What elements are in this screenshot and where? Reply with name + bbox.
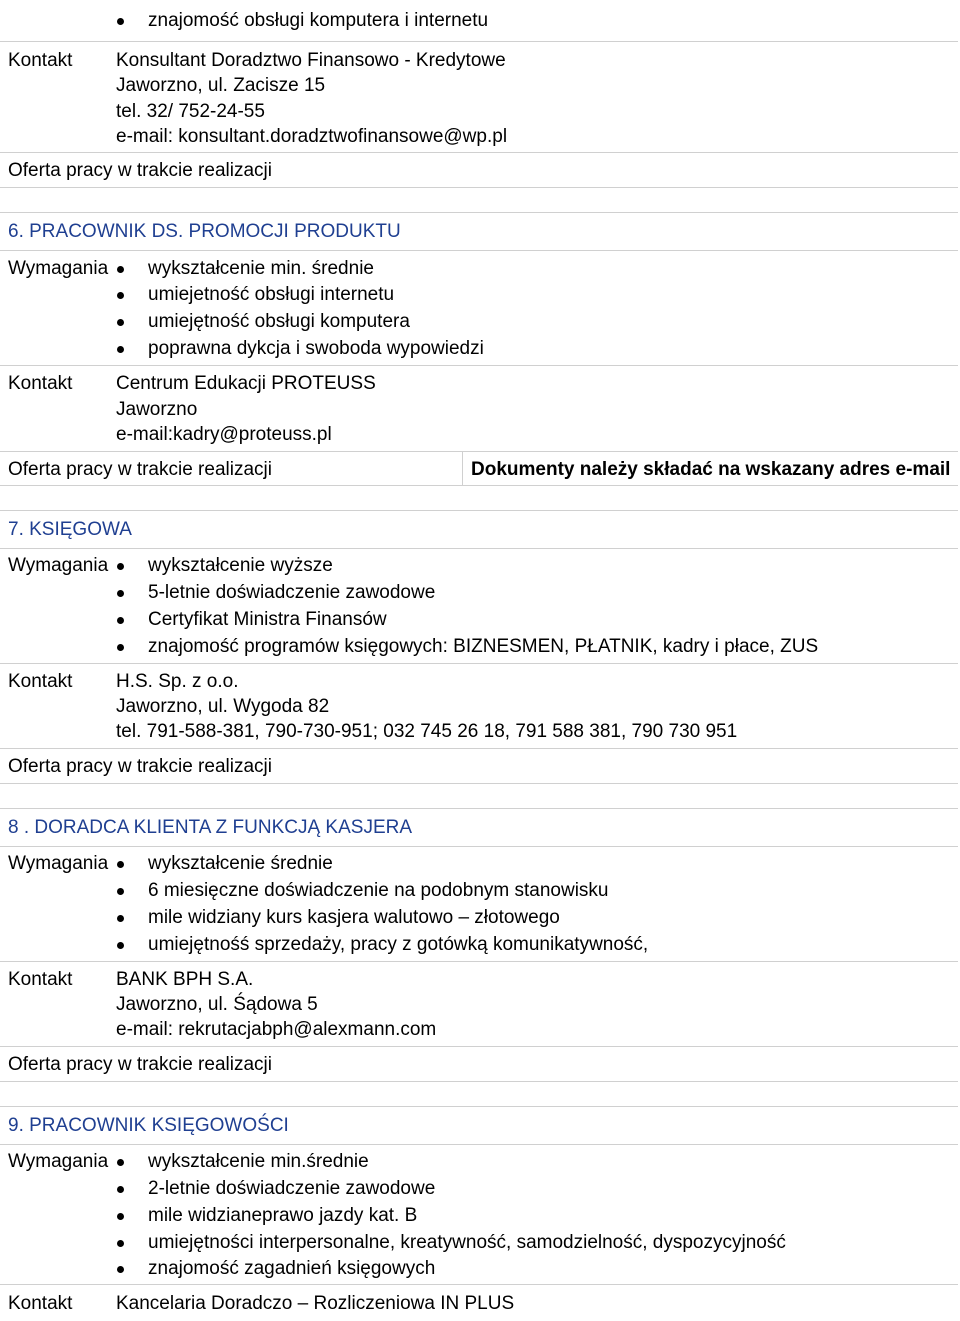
contact-line: e-mail:kadry@proteuss.pl	[116, 424, 332, 445]
requirement-item: umiejętność obsługi komputera	[148, 311, 410, 332]
contact-line: H.S. Sp. z o.o.	[116, 671, 239, 692]
contact-label: Kontakt	[8, 50, 73, 71]
requirement-item: wykształcenie min. średnie	[148, 258, 374, 279]
bullet-icon	[117, 888, 124, 895]
offer-status: Oferta pracy w trakcie realizacji	[8, 756, 272, 777]
offer-title: 8 . DORADCA KLIENTA Z FUNKCJĄ KASJERA	[8, 817, 413, 838]
requirements-label: Wymagania	[8, 853, 109, 874]
contact-line: e-mail: rekrutacjabph@alexmann.com	[116, 1019, 437, 1040]
bullet-icon	[117, 861, 124, 868]
requirements-label: Wymagania	[8, 258, 109, 279]
bullet-icon	[117, 617, 124, 624]
bullet-icon	[117, 18, 124, 25]
requirement-item: znajomość programów księgowych: BIZNESMEN, PŁATNIK, kadry i płace, ZUS	[148, 636, 819, 657]
bullet-icon	[117, 563, 124, 570]
requirement-item: znajomość zagadnień księgowych	[148, 1258, 436, 1279]
bullet-icon	[117, 915, 124, 922]
bullet-icon	[117, 590, 124, 597]
bullet-icon	[117, 319, 124, 326]
contact-line: tel. 791-588-381, 790-730-951; 032 745 26 18, 791 588 381, 790 730 951	[116, 721, 738, 742]
contact-label: Kontakt	[8, 969, 73, 990]
requirement-item: 2-letnie doświadczenie zawodowe	[148, 1178, 436, 1199]
offer-status: Oferta pracy w trakcie realizacji	[8, 1054, 272, 1075]
bullet-icon	[117, 1159, 124, 1166]
requirement-item: Certyfikat Ministra Finansów	[148, 609, 387, 630]
contact-line: Kancelaria Doradczo – Rozliczeniowa IN PLUS	[116, 1293, 515, 1314]
contact-line: tel. 32/ 752-24-55	[116, 101, 265, 122]
offer-status: Oferta pracy w trakcie realizacji	[8, 459, 272, 480]
requirements-label: Wymagania	[8, 555, 109, 576]
contact-line: Konsultant Doradztwo Finansowo - Kredytowe	[116, 50, 506, 71]
contact-line: Jaworzno, ul. Wygoda 82	[116, 696, 330, 717]
contact-line: Jaworzno, ul. Śądowa 5	[116, 994, 318, 1015]
requirement-item: znajomość obsługi komputera i internetu	[148, 10, 489, 31]
contact-label: Kontakt	[8, 671, 73, 692]
requirements-label: Wymagania	[8, 1151, 109, 1172]
requirement-item: wykształcenie średnie	[148, 853, 333, 874]
bullet-icon	[117, 644, 124, 651]
offer-title: 9. PRACOWNIK KSIĘGOWOŚCI	[8, 1115, 289, 1136]
contact-line: Jaworzno	[116, 399, 198, 420]
requirement-item: umiejętnośś sprzedaży, pracy z gotówką komunikatywność,	[148, 934, 649, 955]
bullet-icon	[117, 1213, 124, 1220]
requirement-item: umiejętności interpersonalne, kreatywność, samodzielność, dyspozycyjność	[148, 1232, 786, 1253]
requirement-item: wykształcenie wyższe	[148, 555, 333, 576]
contact-line: Centrum Edukacji PROTEUSS	[116, 373, 376, 394]
bullet-icon	[117, 292, 124, 299]
offer-title: 6. PRACOWNIK DS. PROMOCJI PRODUKTU	[8, 221, 401, 242]
bullet-icon	[117, 346, 124, 353]
requirement-item: mile widziany kurs kasjera walutowo – złotowego	[148, 907, 560, 928]
contact-line: Jaworzno, ul. Zacisze 15	[116, 75, 326, 96]
offer-note: Dokumenty należy składać na wskazany adres e-mail	[471, 459, 951, 480]
contact-label: Kontakt	[8, 373, 73, 394]
contact-label: Kontakt	[8, 1293, 73, 1314]
contact-line: e-mail: konsultant.doradztwofinansowe@wp.pl	[116, 126, 508, 147]
requirement-item: poprawna dykcja i swoboda wypowiedzi	[148, 338, 484, 359]
requirement-item: 6 miesięczne doświadczenie na podobnym stanowisku	[148, 880, 609, 901]
requirement-item: 5-letnie doświadczenie zawodowe	[148, 582, 436, 603]
bullet-icon	[117, 266, 124, 273]
requirement-item: wykształcenie min.średnie	[148, 1151, 369, 1172]
offer-title: 7. KSIĘGOWA	[8, 519, 132, 540]
requirement-item: mile widzianeprawo jazdy kat. B	[148, 1205, 418, 1226]
contact-line: BANK BPH S.A.	[116, 969, 254, 990]
offer-status: Oferta pracy w trakcie realizacji	[8, 160, 272, 181]
requirement-item: umiejetność obsługi internetu	[148, 284, 395, 305]
bullet-icon	[117, 942, 124, 949]
bullet-icon	[117, 1186, 124, 1193]
bullet-icon	[117, 1240, 124, 1247]
bullet-icon	[117, 1266, 124, 1273]
